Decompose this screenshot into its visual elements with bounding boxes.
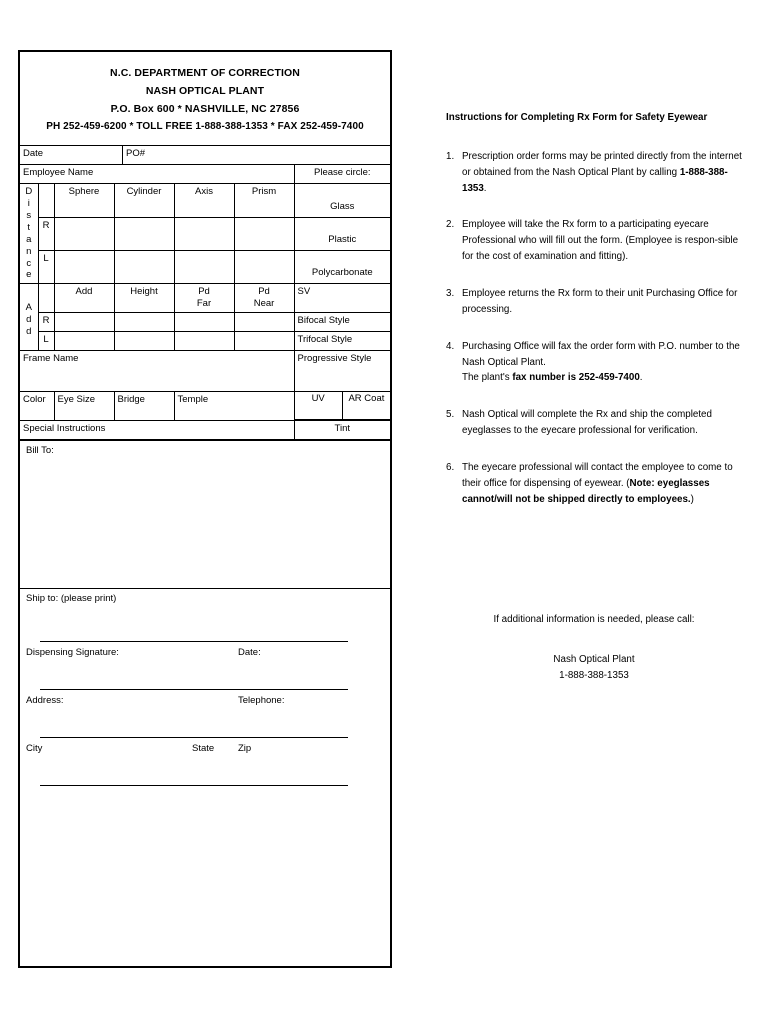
- instruction-number: 6.: [446, 461, 455, 473]
- table-row: [20, 332, 390, 351]
- instruction-item: [446, 460, 742, 508]
- table-row: [20, 284, 390, 313]
- add-left-pd-near-field[interactable]: [234, 332, 294, 351]
- add-right-height-field[interactable]: [114, 313, 174, 332]
- instructions-panel: [446, 113, 742, 529]
- material-option-glass[interactable]: Glass: [294, 184, 390, 217]
- ship-to-label: Ship to: (please print): [26, 593, 117, 605]
- state-label: State: [192, 743, 215, 755]
- eye-size-field[interactable]: Eye Size: [54, 392, 114, 421]
- ship-to-section: [20, 588, 390, 807]
- column-header-sphere: Sphere: [54, 184, 114, 217]
- distance-left-sphere-field[interactable]: [54, 250, 114, 283]
- table-row: [20, 421, 390, 440]
- date-po-table: [20, 146, 390, 165]
- add-right-pd-near-field[interactable]: [234, 313, 294, 332]
- header-contact: PH 252-459-6200 * TOLL FREE 1-888-388-1353 * FAX 252-459-7400: [46, 121, 364, 133]
- instruction-text: Nash Optical will complete the Rx and ship the completed eyeglasses to the eyecare professional for verification.: [462, 409, 712, 437]
- table-row: [20, 392, 390, 421]
- distance-left-axis-field[interactable]: [174, 250, 234, 283]
- distance-left-cylinder-field[interactable]: [114, 250, 174, 283]
- uv-ar-coat-cell: [294, 392, 390, 421]
- po-field[interactable]: PO#: [123, 146, 391, 165]
- column-header-axis: Axis: [174, 184, 234, 217]
- temple-field[interactable]: Temple: [174, 392, 294, 421]
- please-circle-label: Please circle:: [294, 165, 390, 184]
- instruction-item: [446, 286, 742, 318]
- footer-org: Nash Optical Plant: [553, 653, 635, 665]
- instruction-number: 3.: [446, 287, 455, 299]
- signature-rule-4: [40, 785, 348, 786]
- signature-rule-3: [40, 737, 348, 738]
- table-row: [20, 165, 390, 184]
- add-vertical-label: A d d: [20, 284, 38, 351]
- add-right-pd-far-field[interactable]: [174, 313, 234, 332]
- column-header-prism: Prism: [234, 184, 294, 217]
- instruction-number: 5.: [446, 409, 455, 421]
- footer-call-line: If additional information is needed, please call:: [493, 614, 695, 625]
- bridge-field[interactable]: Bridge: [114, 392, 174, 421]
- date-field[interactable]: Date: [20, 146, 123, 165]
- rx-corner-cell: [38, 184, 54, 217]
- table-row: [20, 250, 390, 283]
- lens-type-trifocal[interactable]: Trifocal Style: [294, 332, 390, 351]
- lens-type-sv[interactable]: SV: [294, 284, 390, 313]
- instruction-text: Employee will take the Rx form to a participating eyecare Professional who will fill out the form. (Employee is respon-sible for the cost of examination and fitting).: [462, 219, 739, 263]
- address-label: Address:: [26, 695, 64, 707]
- instruction-text: Employee returns the Rx form to their unit Purchasing Office for processing.: [462, 287, 738, 315]
- table-row: [20, 184, 390, 217]
- instruction-number: 1.: [446, 150, 455, 162]
- instruction-item: [446, 149, 742, 197]
- instruction-text: Purchasing Office will fax the order form with P.O. number to the Nash Optical Plant. The plant's fax number is 252-459-7400.: [462, 340, 740, 384]
- instruction-number: 4.: [446, 340, 455, 352]
- column-header-add: Add: [54, 284, 114, 313]
- material-option-plastic[interactable]: Plastic: [294, 217, 390, 250]
- distance-right-prism-field[interactable]: [234, 217, 294, 250]
- city-label: City: [26, 743, 43, 755]
- ar-coat-option[interactable]: AR Coat: [342, 392, 390, 420]
- table-row: [20, 146, 390, 165]
- instruction-item: [446, 407, 742, 439]
- distance-right-eye-label: R: [38, 217, 54, 250]
- distance-vertical-label: D i s t a n c e: [20, 184, 38, 284]
- signature-rule-2: [40, 689, 348, 690]
- zip-label: Zip: [238, 743, 252, 755]
- rx-order-form: [18, 50, 392, 968]
- table-row: [20, 313, 390, 332]
- uv-option[interactable]: UV: [295, 392, 343, 420]
- distance-right-sphere-field[interactable]: [54, 217, 114, 250]
- instruction-text: The eyecare professional will contact the employee to come to their office for dispensing of eyewear. (Note: eyeglasses cannot/will not be shipped directly to employees.): [462, 461, 733, 505]
- column-header-cylinder: Cylinder: [114, 184, 174, 217]
- instruction-item: [446, 217, 742, 265]
- column-header-height: Height: [114, 284, 174, 313]
- rx-main-table: [20, 165, 390, 440]
- table-row: [295, 392, 391, 420]
- instruction-text: Prescription order forms may be printed directly from the internet or obtained from the Nash Optical Plant by calling 1-888-388-1353.: [462, 150, 742, 194]
- add-right-eye-label: R: [38, 313, 54, 332]
- add-left-pd-far-field[interactable]: [174, 332, 234, 351]
- header-plant: NASH OPTICAL PLANT: [145, 85, 265, 98]
- table-row: [20, 217, 390, 250]
- bill-to-label: Bill To:: [26, 445, 54, 457]
- instruction-item: [446, 339, 742, 387]
- footer-contact-block: [446, 612, 742, 684]
- distance-right-cylinder-field[interactable]: [114, 217, 174, 250]
- distance-right-axis-field[interactable]: [174, 217, 234, 250]
- color-field[interactable]: Color: [20, 392, 54, 421]
- table-row: [20, 351, 390, 392]
- instructions-title: Instructions for Completing Rx Form for Safety Eyewear: [446, 112, 708, 123]
- lens-type-bifocal[interactable]: Bifocal Style: [294, 313, 390, 332]
- signature-rule-1: [40, 641, 348, 642]
- instructions-list: [446, 149, 742, 508]
- date-label-2: Date:: [238, 647, 261, 659]
- footer-phone: 1-888-388-1353: [559, 669, 629, 681]
- frame-name-field[interactable]: Frame Name: [20, 351, 294, 392]
- add-right-add-field[interactable]: [54, 313, 114, 332]
- dispensing-signature-label: Dispensing Signature:: [26, 647, 119, 659]
- telephone-label: Telephone:: [238, 695, 285, 707]
- special-instructions-field[interactable]: Special Instructions: [20, 421, 294, 440]
- lens-type-progressive[interactable]: Progressive Style: [294, 351, 390, 392]
- employee-name-field[interactable]: Employee Name: [20, 165, 294, 184]
- add-left-add-field[interactable]: [54, 332, 114, 351]
- add-left-eye-label: L: [38, 332, 54, 351]
- rx-corner-cell-2: [38, 284, 54, 313]
- distance-left-prism-field[interactable]: [234, 250, 294, 283]
- bill-to-section[interactable]: [20, 440, 390, 588]
- form-header: [20, 52, 390, 146]
- column-header-pd-far: Pd Far: [174, 284, 234, 313]
- instruction-number: 2.: [446, 219, 455, 231]
- tint-option[interactable]: Tint: [294, 421, 390, 440]
- material-option-polycarbonate[interactable]: Polycarbonate: [294, 250, 390, 283]
- header-agency: N.C. DEPARTMENT OF CORRECTION: [110, 67, 300, 79]
- column-header-pd-near: Pd Near: [234, 284, 294, 313]
- add-left-height-field[interactable]: [114, 332, 174, 351]
- header-address: P.O. Box 600 * NASHVILLE, NC 27856: [110, 103, 300, 116]
- distance-left-eye-label: L: [38, 250, 54, 283]
